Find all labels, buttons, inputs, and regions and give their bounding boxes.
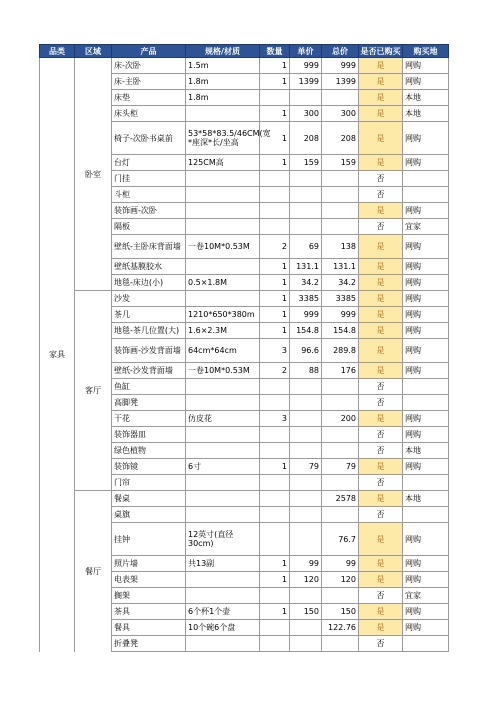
- header-area[interactable]: 区域: [75, 45, 112, 58]
- product-cell[interactable]: 搁架: [112, 588, 186, 604]
- total-cell[interactable]: 131.1: [322, 259, 359, 275]
- header-price[interactable]: 单价: [290, 45, 322, 58]
- qty-cell[interactable]: [260, 636, 290, 652]
- bought-cell[interactable]: 否: [359, 475, 403, 491]
- total-cell[interactable]: [322, 427, 359, 443]
- bought-cell[interactable]: 是: [359, 523, 403, 556]
- qty-cell[interactable]: [260, 203, 290, 219]
- qty-cell[interactable]: 1: [260, 58, 290, 74]
- spec-cell[interactable]: [186, 219, 260, 235]
- product-cell[interactable]: 桌旗: [112, 507, 186, 523]
- spec-cell[interactable]: 一卷10M*0.53M: [186, 363, 260, 379]
- bought-cell[interactable]: 是: [359, 491, 403, 507]
- product-cell[interactable]: 壁纸-主卧床背面墙: [112, 235, 186, 259]
- qty-cell[interactable]: [260, 475, 290, 491]
- spec-cell[interactable]: 12英寸(直径30cm): [186, 523, 260, 556]
- total-cell[interactable]: [322, 219, 359, 235]
- bought-cell[interactable]: 是: [359, 556, 403, 572]
- bought-cell[interactable]: 是: [359, 122, 403, 155]
- spec-cell[interactable]: [186, 187, 260, 203]
- spec-cell[interactable]: 0.5×1.8M: [186, 275, 260, 291]
- place-cell[interactable]: 网购: [403, 339, 449, 363]
- qty-cell[interactable]: [260, 219, 290, 235]
- qty-cell[interactable]: 1: [260, 106, 290, 122]
- place-cell[interactable]: 网购: [403, 523, 449, 556]
- price-cell[interactable]: [290, 411, 322, 427]
- qty-cell[interactable]: 1: [260, 459, 290, 475]
- price-cell[interactable]: [290, 203, 322, 219]
- total-cell[interactable]: 154.8: [322, 323, 359, 339]
- product-cell[interactable]: 床头柜: [112, 106, 186, 122]
- spec-cell[interactable]: 1210*650*380m: [186, 307, 260, 323]
- total-cell[interactable]: 289.8: [322, 339, 359, 363]
- price-cell[interactable]: [290, 636, 322, 652]
- price-cell[interactable]: [290, 379, 322, 395]
- qty-cell[interactable]: 1: [260, 155, 290, 171]
- total-cell[interactable]: [322, 636, 359, 652]
- product-cell[interactable]: 照片墙: [112, 556, 186, 572]
- price-cell[interactable]: [290, 620, 322, 636]
- place-cell[interactable]: 网购: [403, 235, 449, 259]
- furniture-purchase-table: [39, 44, 449, 652]
- bought-cell[interactable]: 否: [359, 427, 403, 443]
- place-cell[interactable]: 网购: [403, 291, 449, 307]
- spec-cell[interactable]: [186, 475, 260, 491]
- bought-cell[interactable]: 是: [359, 363, 403, 379]
- qty-cell[interactable]: [260, 187, 290, 203]
- place-cell[interactable]: 网购: [403, 74, 449, 90]
- spec-cell[interactable]: 53*58*83.5/46CM(宽*座深*长/坐高: [186, 122, 260, 155]
- bought-cell[interactable]: 是: [359, 620, 403, 636]
- qty-cell[interactable]: 1: [260, 74, 290, 90]
- total-cell[interactable]: 999: [322, 307, 359, 323]
- product-cell[interactable]: 茶几: [112, 307, 186, 323]
- bought-cell[interactable]: 是: [359, 411, 403, 427]
- bought-cell[interactable]: 是: [359, 572, 403, 588]
- spec-cell[interactable]: 1.6×2.3M: [186, 323, 260, 339]
- price-cell[interactable]: 34.2: [290, 275, 322, 291]
- place-cell[interactable]: 网购: [403, 155, 449, 171]
- total-cell[interactable]: 3385: [322, 291, 359, 307]
- total-cell[interactable]: [322, 475, 359, 491]
- spec-cell[interactable]: [186, 106, 260, 122]
- total-cell[interactable]: 999: [322, 58, 359, 74]
- total-cell[interactable]: 300: [322, 106, 359, 122]
- qty-cell[interactable]: [260, 443, 290, 459]
- place-cell[interactable]: 网购: [403, 122, 449, 155]
- total-cell[interactable]: 150: [322, 604, 359, 620]
- place-cell[interactable]: 网购: [403, 307, 449, 323]
- qty-cell[interactable]: [260, 507, 290, 523]
- spec-cell[interactable]: 6寸: [186, 459, 260, 475]
- price-cell[interactable]: 69: [290, 235, 322, 259]
- spec-cell[interactable]: [186, 491, 260, 507]
- total-cell[interactable]: 99: [322, 556, 359, 572]
- price-cell[interactable]: 999: [290, 307, 322, 323]
- spec-cell[interactable]: [186, 259, 260, 275]
- qty-cell[interactable]: 1: [260, 259, 290, 275]
- bought-cell[interactable]: 是: [359, 235, 403, 259]
- spec-cell[interactable]: 1.8m: [186, 74, 260, 90]
- qty-cell[interactable]: 1: [260, 604, 290, 620]
- area-cell[interactable]: 客厅: [75, 291, 112, 491]
- product-cell[interactable]: 台灯: [112, 155, 186, 171]
- product-cell[interactable]: 沙发: [112, 291, 186, 307]
- spec-cell[interactable]: 1.8m: [186, 90, 260, 106]
- spec-cell[interactable]: 1.5m: [186, 58, 260, 74]
- total-cell[interactable]: 2578: [322, 491, 359, 507]
- place-cell[interactable]: 本地: [403, 90, 449, 106]
- total-cell[interactable]: 79: [322, 459, 359, 475]
- spec-cell[interactable]: [186, 203, 260, 219]
- bought-cell[interactable]: 是: [359, 58, 403, 74]
- qty-cell[interactable]: [260, 523, 290, 556]
- total-cell[interactable]: [322, 507, 359, 523]
- total-cell[interactable]: [322, 90, 359, 106]
- place-cell[interactable]: [403, 636, 449, 652]
- place-cell[interactable]: 网购: [403, 604, 449, 620]
- product-cell[interactable]: 壁纸-沙发背面墙: [112, 363, 186, 379]
- place-cell[interactable]: 网购: [403, 58, 449, 74]
- product-cell[interactable]: 隔板: [112, 219, 186, 235]
- price-cell[interactable]: 1399: [290, 74, 322, 90]
- product-cell[interactable]: 地毯-床边(小): [112, 275, 186, 291]
- spec-cell[interactable]: [186, 427, 260, 443]
- qty-cell[interactable]: 2: [260, 363, 290, 379]
- place-cell[interactable]: 网购: [403, 411, 449, 427]
- area-cell[interactable]: 餐厅: [75, 491, 112, 652]
- place-cell[interactable]: 网购: [403, 572, 449, 588]
- price-cell[interactable]: [290, 588, 322, 604]
- price-cell[interactable]: 300: [290, 106, 322, 122]
- price-cell[interactable]: [290, 171, 322, 187]
- header-category[interactable]: 品类: [40, 45, 75, 58]
- bought-cell[interactable]: 是: [359, 339, 403, 363]
- bought-cell[interactable]: 否: [359, 588, 403, 604]
- place-cell[interactable]: 网购: [403, 203, 449, 219]
- place-cell[interactable]: 网购: [403, 556, 449, 572]
- spec-cell[interactable]: [186, 507, 260, 523]
- spec-cell[interactable]: 64cm*64cm: [186, 339, 260, 363]
- product-cell[interactable]: 门挂: [112, 171, 186, 187]
- price-cell[interactable]: [290, 491, 322, 507]
- place-cell[interactable]: 网购: [403, 259, 449, 275]
- product-cell[interactable]: 床垫: [112, 90, 186, 106]
- price-cell[interactable]: [290, 187, 322, 203]
- product-cell[interactable]: 装饰画-次卧: [112, 203, 186, 219]
- qty-cell[interactable]: [260, 395, 290, 411]
- place-cell[interactable]: [403, 187, 449, 203]
- place-cell[interactable]: [403, 379, 449, 395]
- table-row: [40, 491, 449, 507]
- header-bought[interactable]: 是否已购买: [360, 46, 401, 56]
- bought-cell[interactable]: 是: [359, 275, 403, 291]
- header-qty[interactable]: 数量: [260, 45, 290, 58]
- price-cell[interactable]: [290, 443, 322, 459]
- total-cell[interactable]: [322, 379, 359, 395]
- spec-cell[interactable]: 仿皮花: [186, 411, 260, 427]
- total-cell[interactable]: [322, 395, 359, 411]
- qty-cell[interactable]: [260, 427, 290, 443]
- product-cell[interactable]: 地毯-茶几位置(大): [112, 323, 186, 339]
- header-total[interactable]: 总价: [322, 45, 359, 58]
- bought-cell[interactable]: 否: [359, 507, 403, 523]
- bought-cell[interactable]: 否: [359, 636, 403, 652]
- product-cell[interactable]: 挂钟: [112, 523, 186, 556]
- table-body: [40, 58, 449, 652]
- category-cell[interactable]: 家具: [40, 58, 75, 652]
- qty-cell[interactable]: [260, 620, 290, 636]
- place-cell[interactable]: 本地: [403, 443, 449, 459]
- header-product[interactable]: 产品: [112, 45, 186, 58]
- product-cell[interactable]: 床-次卧: [112, 58, 186, 74]
- product-cell[interactable]: 折叠凳: [112, 636, 186, 652]
- total-cell[interactable]: 120: [322, 572, 359, 588]
- bought-cell[interactable]: 否: [359, 443, 403, 459]
- spec-cell[interactable]: 125CM高: [186, 155, 260, 171]
- price-cell[interactable]: [290, 475, 322, 491]
- qty-cell[interactable]: 1: [260, 307, 290, 323]
- product-cell[interactable]: 鱼缸: [112, 379, 186, 395]
- spec-cell[interactable]: [186, 291, 260, 307]
- price-cell[interactable]: 120: [290, 572, 322, 588]
- spec-cell[interactable]: [186, 171, 260, 187]
- price-cell[interactable]: 208: [290, 122, 322, 155]
- qty-cell[interactable]: [260, 171, 290, 187]
- total-cell[interactable]: 138: [322, 235, 359, 259]
- total-cell[interactable]: 34.2: [322, 275, 359, 291]
- product-cell[interactable]: 茶具: [112, 604, 186, 620]
- total-cell[interactable]: 76.7: [322, 523, 359, 556]
- qty-cell[interactable]: [260, 90, 290, 106]
- bought-cell[interactable]: 是: [359, 604, 403, 620]
- product-cell[interactable]: 装饰镜: [112, 459, 186, 475]
- place-cell[interactable]: [403, 507, 449, 523]
- product-cell[interactable]: 装饰画-沙发背面墙: [112, 339, 186, 363]
- header-place[interactable]: 购买地: [403, 45, 449, 58]
- bought-cell[interactable]: 是: [359, 291, 403, 307]
- spec-cell[interactable]: [186, 379, 260, 395]
- place-cell[interactable]: 宜家: [403, 588, 449, 604]
- qty-cell[interactable]: 1: [260, 275, 290, 291]
- product-cell[interactable]: 斗柜: [112, 187, 186, 203]
- bought-cell[interactable]: 是: [359, 307, 403, 323]
- place-cell[interactable]: 本地: [403, 106, 449, 122]
- bought-cell[interactable]: 是: [359, 459, 403, 475]
- header-spec[interactable]: 规格/材质: [186, 45, 260, 58]
- place-cell[interactable]: 网购: [403, 620, 449, 636]
- place-cell[interactable]: 网购: [403, 323, 449, 339]
- place-cell[interactable]: [403, 475, 449, 491]
- total-cell[interactable]: [322, 171, 359, 187]
- qty-cell[interactable]: [260, 588, 290, 604]
- place-cell[interactable]: 网购: [403, 275, 449, 291]
- price-cell[interactable]: [290, 523, 322, 556]
- product-cell[interactable]: 壁纸基膜胶水: [112, 259, 186, 275]
- price-cell[interactable]: 131.1: [290, 259, 322, 275]
- price-cell[interactable]: [290, 427, 322, 443]
- bought-cell[interactable]: 否: [359, 219, 403, 235]
- total-cell[interactable]: [322, 203, 359, 219]
- product-cell[interactable]: 餐具: [112, 620, 186, 636]
- price-cell[interactable]: 79: [290, 459, 322, 475]
- place-cell[interactable]: [403, 395, 449, 411]
- table-row: [40, 291, 449, 307]
- spec-cell[interactable]: [186, 572, 260, 588]
- total-cell[interactable]: 208: [322, 122, 359, 155]
- price-cell[interactable]: 159: [290, 155, 322, 171]
- bought-cell[interactable]: 否: [359, 187, 403, 203]
- product-cell[interactable]: 电表架: [112, 572, 186, 588]
- place-cell[interactable]: 宜家: [403, 219, 449, 235]
- spec-cell[interactable]: 10个碗6个盘: [186, 620, 260, 636]
- total-cell[interactable]: [322, 588, 359, 604]
- bought-cell[interactable]: 是: [359, 74, 403, 90]
- qty-cell[interactable]: 3: [260, 339, 290, 363]
- price-cell[interactable]: 999: [290, 58, 322, 74]
- price-cell[interactable]: 88: [290, 363, 322, 379]
- qty-cell[interactable]: 3: [260, 411, 290, 427]
- qty-cell[interactable]: 1: [260, 291, 290, 307]
- area-cell[interactable]: 卧室: [75, 58, 112, 291]
- place-cell[interactable]: 本地: [403, 491, 449, 507]
- total-cell[interactable]: 176: [322, 363, 359, 379]
- total-cell[interactable]: [322, 187, 359, 203]
- spec-cell[interactable]: [186, 588, 260, 604]
- product-cell[interactable]: 椅子-次卧书桌前: [112, 122, 186, 155]
- product-cell[interactable]: 装饰器皿: [112, 427, 186, 443]
- qty-cell[interactable]: 2: [260, 235, 290, 259]
- spec-cell[interactable]: [186, 636, 260, 652]
- price-cell[interactable]: [290, 219, 322, 235]
- price-cell[interactable]: 150: [290, 604, 322, 620]
- bought-cell[interactable]: 是: [359, 106, 403, 122]
- total-cell[interactable]: 159: [322, 155, 359, 171]
- bought-cell[interactable]: 是: [359, 259, 403, 275]
- spec-cell[interactable]: [186, 395, 260, 411]
- spec-cell[interactable]: [186, 443, 260, 459]
- total-cell[interactable]: 1399: [322, 74, 359, 90]
- place-cell[interactable]: 网购: [403, 427, 449, 443]
- total-cell[interactable]: 200: [322, 411, 359, 427]
- bought-cell[interactable]: 否: [359, 395, 403, 411]
- qty-cell[interactable]: [260, 491, 290, 507]
- product-cell[interactable]: 床-主卧: [112, 74, 186, 90]
- bought-cell[interactable]: 否: [359, 379, 403, 395]
- price-cell[interactable]: [290, 90, 322, 106]
- qty-cell[interactable]: 1: [260, 572, 290, 588]
- spec-cell[interactable]: 6个杯1个壶: [186, 604, 260, 620]
- product-cell[interactable]: 餐桌: [112, 491, 186, 507]
- total-cell[interactable]: 122.76: [322, 620, 359, 636]
- price-cell[interactable]: [290, 507, 322, 523]
- bought-cell[interactable]: 是: [359, 323, 403, 339]
- bought-cell[interactable]: 否: [359, 171, 403, 187]
- spec-cell[interactable]: 一卷10M*0.53M: [186, 235, 260, 259]
- price-cell[interactable]: 96.6: [290, 339, 322, 363]
- place-cell[interactable]: 网购: [403, 363, 449, 379]
- bought-cell[interactable]: 是: [359, 90, 403, 106]
- price-cell[interactable]: 3385: [290, 291, 322, 307]
- bought-cell[interactable]: 是: [359, 203, 403, 219]
- header-row: [40, 45, 449, 58]
- price-cell[interactable]: 99: [290, 556, 322, 572]
- product-cell[interactable]: 干花: [112, 411, 186, 427]
- qty-cell[interactable]: 1: [260, 556, 290, 572]
- place-cell[interactable]: 网购: [403, 459, 449, 475]
- bought-cell[interactable]: 是: [359, 155, 403, 171]
- product-cell[interactable]: 门帘: [112, 475, 186, 491]
- table-row: [40, 58, 449, 74]
- qty-cell[interactable]: 1: [260, 122, 290, 155]
- qty-cell[interactable]: [260, 379, 290, 395]
- spec-cell[interactable]: 共13副: [186, 556, 260, 572]
- product-cell[interactable]: 绿色植物: [112, 443, 186, 459]
- qty-cell[interactable]: 1: [260, 323, 290, 339]
- price-cell[interactable]: [290, 395, 322, 411]
- total-cell[interactable]: [322, 443, 359, 459]
- product-cell[interactable]: 高脚凳: [112, 395, 186, 411]
- price-cell[interactable]: 154.8: [290, 323, 322, 339]
- place-cell[interactable]: [403, 171, 449, 187]
